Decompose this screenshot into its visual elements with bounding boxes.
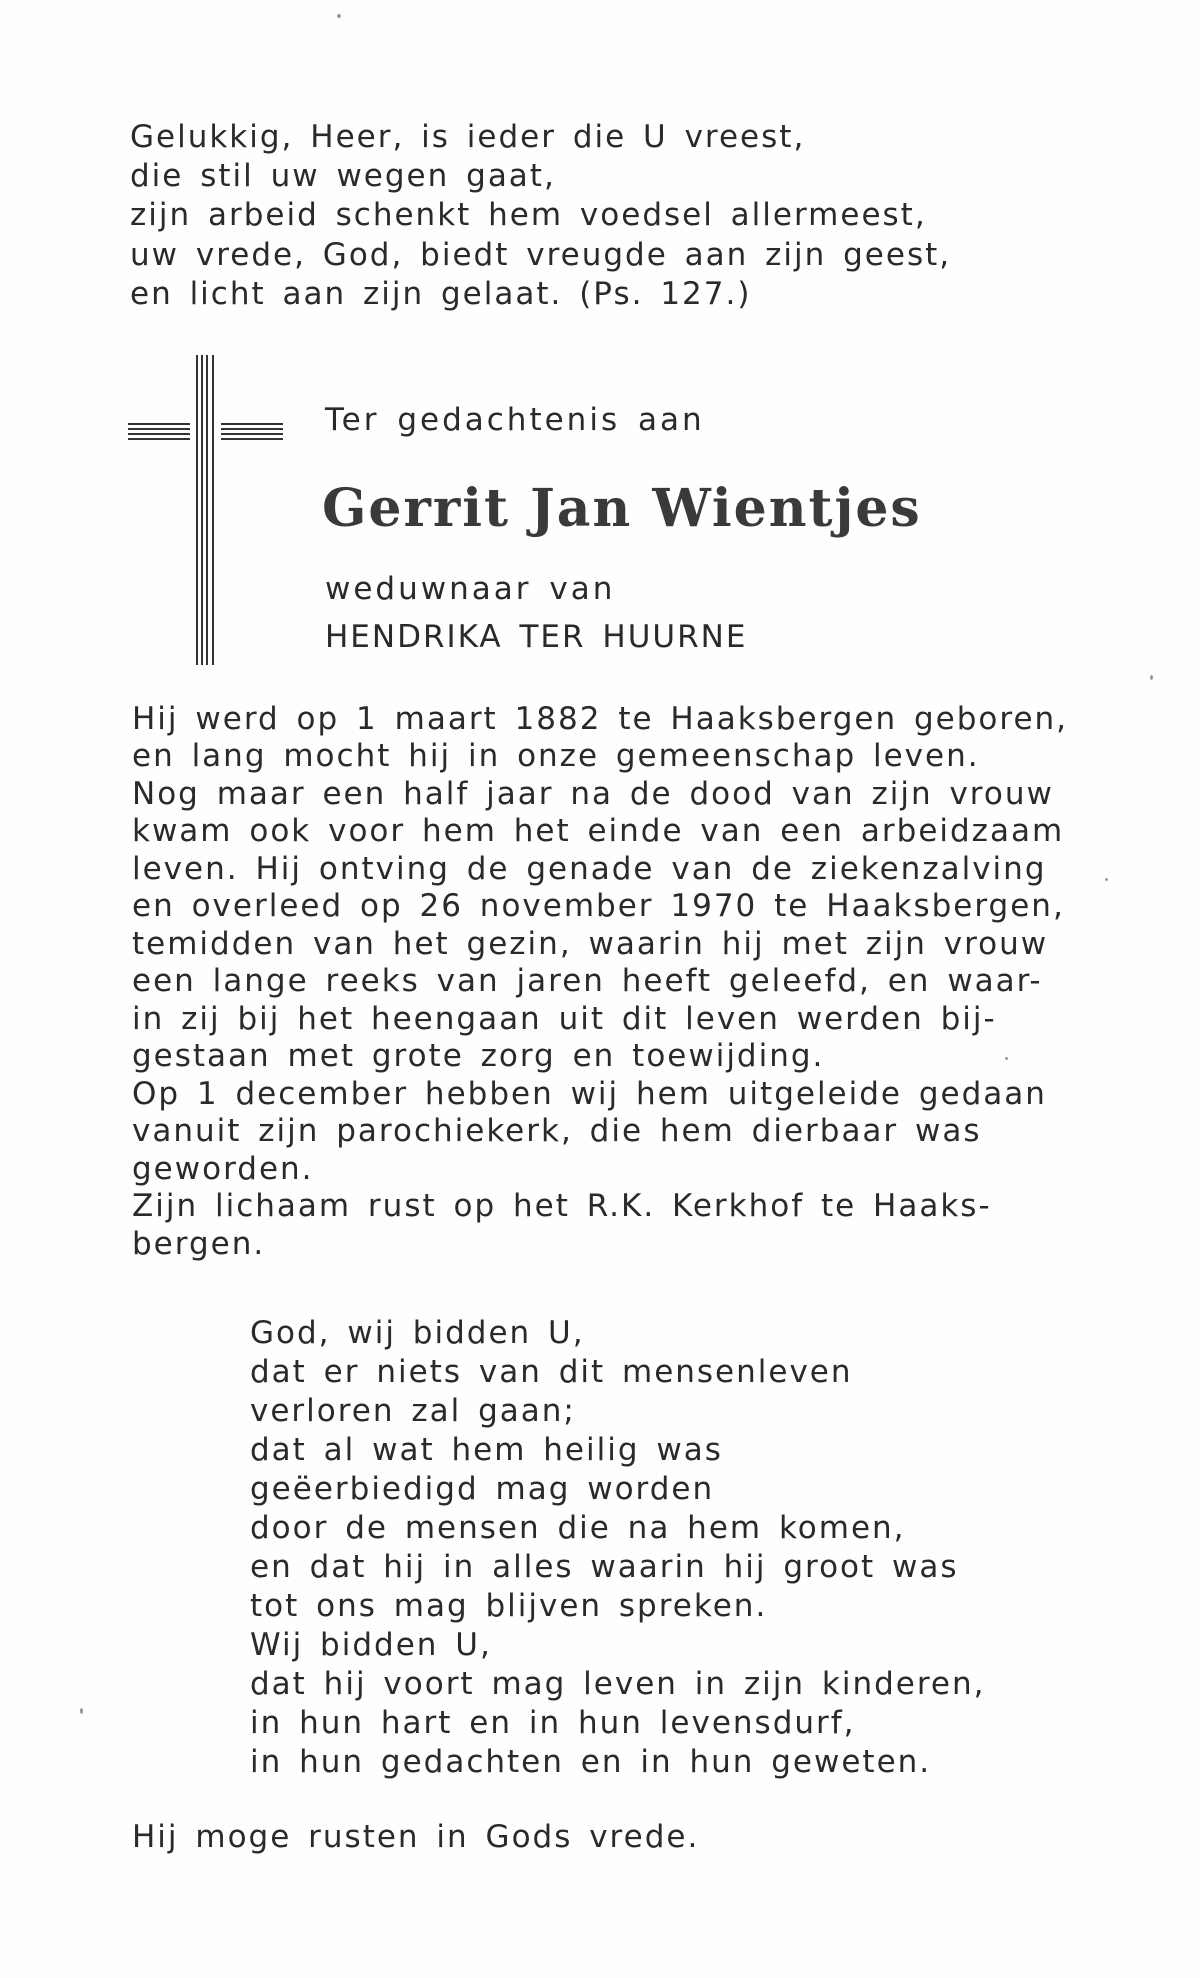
prayer-line: en dat hij in alles waarin hij groot was — [250, 1549, 959, 1585]
prayer-line: in hun gedachten en in hun geweten. — [250, 1744, 932, 1780]
prayer-line: verloren zal gaan; — [250, 1393, 576, 1429]
biography-line: Hij werd op 1 maart 1882 te Haaksbergen geboren, — [132, 701, 1069, 737]
memorial-intro: Ter gedachtenis aan — [325, 402, 705, 438]
biography-line: kwam ook voor hem het einde van een arbeidzaam — [132, 813, 1065, 849]
psalm-line: Gelukkig, Heer, is ieder die U vreest, — [130, 119, 806, 155]
speck — [1005, 1057, 1008, 1060]
prayer-line: Wij bidden U, — [250, 1627, 492, 1663]
psalm-line: en licht aan zijn gelaat. (Ps. 127.) — [130, 276, 752, 312]
speck — [337, 14, 341, 18]
biography-line: Nog maar een half jaar na de dood van zijn vrouw — [132, 776, 1054, 812]
psalm-line: die stil uw wegen gaat, — [130, 158, 556, 194]
biography-line: Op 1 december hebben wij hem uitgeleide gedaan — [132, 1076, 1047, 1112]
biography-line: in zij bij het heengaan uit dit leven werden bij- — [132, 1001, 997, 1037]
biography-line: bergen. — [132, 1226, 266, 1262]
biography-line: en overleed op 26 november 1970 te Haaksbergen, — [132, 888, 1065, 924]
biography-line: geworden. — [132, 1151, 314, 1187]
speck — [80, 1708, 83, 1714]
prayer-line: God, wij bidden U, — [250, 1315, 585, 1351]
psalm-line: uw vrede, God, biedt vreugde aan zijn geest, — [130, 237, 952, 273]
prayer-line: geëerbiedigd mag worden — [250, 1471, 715, 1507]
prayer-line: tot ons mag blijven spreken. — [250, 1588, 768, 1624]
closing-line: Hij moge rusten in Gods vrede. — [132, 1819, 700, 1855]
prayer-line: in hun hart en in hun levensdurf, — [250, 1705, 856, 1741]
prayer-line: door de mensen die na hem komen, — [250, 1510, 906, 1546]
biography-line: een lange reeks van jaren heeft geleefd, en waar- — [132, 963, 1043, 999]
psalm-line: zijn arbeid schenkt hem voedsel allermeest, — [130, 197, 927, 233]
biography-line: en lang mocht hij in onze gemeenschap leven. — [132, 738, 980, 774]
biography-line: Zijn lichaam rust op het R.K. Kerkhof te Haaks- — [132, 1188, 992, 1224]
biography-line: leven. Hij ontving de genade van de ziekenzalving — [132, 851, 1047, 887]
spouse-name: HENDRIKA TER HUURNE — [325, 619, 748, 655]
speck — [1105, 878, 1108, 881]
biography-line: vanuit zijn parochiekerk, die hem dierbaar was — [132, 1113, 982, 1149]
biography-line: gestaan met grote zorg en toewijding. — [132, 1038, 825, 1074]
speck — [1150, 675, 1153, 680]
prayer-line: dat er niets van dit mensenleven — [250, 1354, 853, 1390]
cross-icon — [128, 355, 290, 675]
prayer-line: dat hij voort mag leven in zijn kinderen, — [250, 1666, 986, 1702]
prayer-line: dat al wat hem heilig was — [250, 1432, 723, 1468]
deceased-name: Gerrit Jan Wientjes — [322, 478, 922, 539]
relation-label: weduwnaar van — [325, 571, 616, 607]
biography-line: temidden van het gezin, waarin hij met zijn vrouw — [132, 926, 1049, 962]
